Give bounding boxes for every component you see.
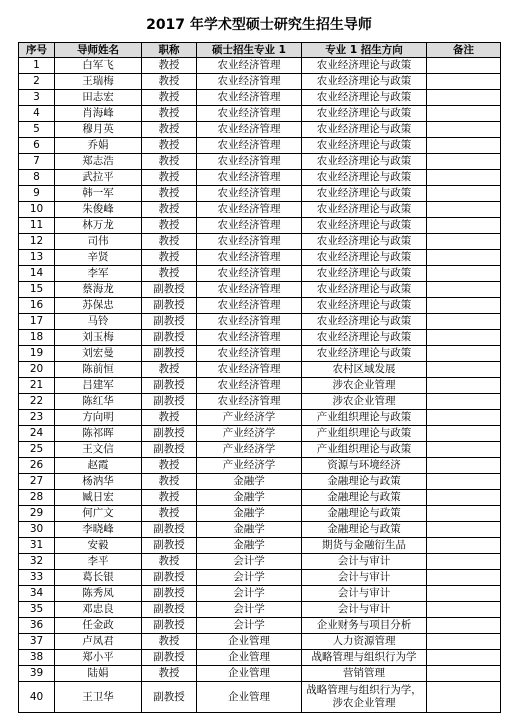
cell-major: 会计学 xyxy=(197,570,302,586)
cell-major: 农业经济管理 xyxy=(197,138,302,154)
cell-advisor-name: 杨汭华 xyxy=(55,474,142,490)
cell-index: 16 xyxy=(19,298,55,314)
table-row xyxy=(19,218,501,234)
table-row xyxy=(19,186,501,202)
table-row xyxy=(19,554,501,570)
cell-direction: 农业经济理论与政策 xyxy=(302,266,427,282)
table-row xyxy=(19,266,501,282)
cell-title: 教授 xyxy=(142,506,197,522)
cell-index: 36 xyxy=(19,618,55,634)
cell-direction: 产业组织理论与政策 xyxy=(302,410,427,426)
header-direction: 专业 1 招生方向 xyxy=(302,43,427,58)
cell-major: 金融学 xyxy=(197,522,302,538)
cell-direction: 农业经济理论与政策 xyxy=(302,314,427,330)
cell-advisor-name: 武拉平 xyxy=(55,170,142,186)
table-row xyxy=(19,394,501,410)
cell-advisor-name: 司伟 xyxy=(55,234,142,250)
cell-direction: 农村区域发展 xyxy=(302,362,427,378)
cell-advisor-name: 肖海峰 xyxy=(55,106,142,122)
cell-advisor-name: 辛贤 xyxy=(55,250,142,266)
cell-advisor-name: 陈秀凤 xyxy=(55,586,142,602)
cell-remarks xyxy=(427,186,501,202)
cell-direction: 金融理论与政策 xyxy=(302,522,427,538)
cell-major: 产业经济学 xyxy=(197,458,302,474)
cell-direction: 会计与审计 xyxy=(302,554,427,570)
cell-direction: 战略管理与组织行为学 xyxy=(302,650,427,666)
cell-remarks xyxy=(427,266,501,282)
cell-major: 农业经济管理 xyxy=(197,170,302,186)
cell-title: 副教授 xyxy=(142,538,197,554)
cell-title: 教授 xyxy=(142,666,197,682)
table-row xyxy=(19,122,501,138)
cell-title: 副教授 xyxy=(142,570,197,586)
cell-title: 教授 xyxy=(142,202,197,218)
cell-advisor-name: 田志宏 xyxy=(55,90,142,106)
cell-advisor-name: 朱俊峰 xyxy=(55,202,142,218)
cell-index: 26 xyxy=(19,458,55,474)
cell-remarks xyxy=(427,634,501,650)
cell-index: 10 xyxy=(19,202,55,218)
cell-remarks xyxy=(427,650,501,666)
table-row xyxy=(19,410,501,426)
cell-major: 农业经济管理 xyxy=(197,362,302,378)
cell-advisor-name: 任金政 xyxy=(55,618,142,634)
cell-major: 产业经济学 xyxy=(197,426,302,442)
table-row xyxy=(19,458,501,474)
cell-direction: 金融理论与政策 xyxy=(302,490,427,506)
cell-advisor-name: 苏保忠 xyxy=(55,298,142,314)
cell-title: 教授 xyxy=(142,170,197,186)
cell-major: 农业经济管理 xyxy=(197,298,302,314)
cell-major: 企业管理 xyxy=(197,634,302,650)
table-row xyxy=(19,378,501,394)
cell-title: 副教授 xyxy=(142,330,197,346)
table-row xyxy=(19,666,501,682)
cell-advisor-name: 邓忠良 xyxy=(55,602,142,618)
cell-remarks xyxy=(427,394,501,410)
cell-advisor-name: 何广文 xyxy=(55,506,142,522)
cell-direction: 资源与环境经济 xyxy=(302,458,427,474)
cell-index: 7 xyxy=(19,154,55,170)
cell-major: 农业经济管理 xyxy=(197,202,302,218)
cell-remarks xyxy=(427,170,501,186)
table-row xyxy=(19,170,501,186)
cell-index: 28 xyxy=(19,490,55,506)
cell-index: 18 xyxy=(19,330,55,346)
cell-direction: 金融理论与政策 xyxy=(302,474,427,490)
cell-title: 副教授 xyxy=(142,682,197,713)
cell-title: 副教授 xyxy=(142,442,197,458)
cell-title: 副教授 xyxy=(142,522,197,538)
cell-remarks xyxy=(427,122,501,138)
cell-index: 38 xyxy=(19,650,55,666)
table-row xyxy=(19,106,501,122)
cell-direction: 农业经济理论与政策 xyxy=(302,298,427,314)
cell-major: 企业管理 xyxy=(197,650,302,666)
cell-remarks xyxy=(427,74,501,90)
cell-major: 农业经济管理 xyxy=(197,58,302,74)
cell-major: 农业经济管理 xyxy=(197,314,302,330)
table-row xyxy=(19,58,501,74)
cell-advisor-name: 王瑞梅 xyxy=(55,74,142,90)
table-row xyxy=(19,538,501,554)
table-row xyxy=(19,250,501,266)
table-row xyxy=(19,362,501,378)
cell-index: 17 xyxy=(19,314,55,330)
cell-advisor-name: 马铃 xyxy=(55,314,142,330)
cell-advisor-name: 乔娟 xyxy=(55,138,142,154)
cell-remarks xyxy=(427,474,501,490)
cell-index: 34 xyxy=(19,586,55,602)
cell-title: 教授 xyxy=(142,154,197,170)
table-header-row xyxy=(19,43,501,58)
cell-direction: 农业经济理论与政策 xyxy=(302,282,427,298)
cell-title: 教授 xyxy=(142,234,197,250)
cell-direction: 农业经济理论与政策 xyxy=(302,218,427,234)
cell-index: 14 xyxy=(19,266,55,282)
cell-title: 副教授 xyxy=(142,346,197,362)
cell-remarks xyxy=(427,154,501,170)
cell-major: 农业经济管理 xyxy=(197,250,302,266)
table-row xyxy=(19,490,501,506)
cell-index: 33 xyxy=(19,570,55,586)
cell-index: 22 xyxy=(19,394,55,410)
cell-title: 副教授 xyxy=(142,298,197,314)
cell-title: 教授 xyxy=(142,186,197,202)
cell-major: 农业经济管理 xyxy=(197,154,302,170)
cell-index: 24 xyxy=(19,426,55,442)
table-row xyxy=(19,138,501,154)
cell-index: 25 xyxy=(19,442,55,458)
cell-index: 6 xyxy=(19,138,55,154)
cell-advisor-name: 白军飞 xyxy=(55,58,142,74)
table-row xyxy=(19,442,501,458)
cell-index: 9 xyxy=(19,186,55,202)
cell-title: 教授 xyxy=(142,122,197,138)
cell-remarks xyxy=(427,506,501,522)
cell-remarks xyxy=(427,138,501,154)
cell-direction: 企业财务与项目分析 xyxy=(302,618,427,634)
cell-direction: 农业经济理论与政策 xyxy=(302,154,427,170)
table-row xyxy=(19,330,501,346)
cell-index: 12 xyxy=(19,234,55,250)
cell-remarks xyxy=(427,586,501,602)
table-row xyxy=(19,346,501,362)
cell-direction: 农业经济理论与政策 xyxy=(302,170,427,186)
cell-advisor-name: 郑志浩 xyxy=(55,154,142,170)
cell-advisor-name: 安毅 xyxy=(55,538,142,554)
cell-advisor-name: 臧日宏 xyxy=(55,490,142,506)
cell-advisor-name: 刘玉梅 xyxy=(55,330,142,346)
table-row xyxy=(19,202,501,218)
cell-remarks xyxy=(427,202,501,218)
cell-index: 39 xyxy=(19,666,55,682)
cell-remarks xyxy=(427,458,501,474)
cell-remarks xyxy=(427,346,501,362)
cell-major: 产业经济学 xyxy=(197,410,302,426)
cell-direction: 农业经济理论与政策 xyxy=(302,74,427,90)
cell-remarks xyxy=(427,298,501,314)
cell-major: 会计学 xyxy=(197,602,302,618)
cell-index: 1 xyxy=(19,58,55,74)
cell-title: 教授 xyxy=(142,106,197,122)
cell-title: 副教授 xyxy=(142,586,197,602)
cell-title: 教授 xyxy=(142,490,197,506)
cell-direction: 人力资源管理 xyxy=(302,634,427,650)
cell-title: 教授 xyxy=(142,266,197,282)
cell-title: 教授 xyxy=(142,458,197,474)
cell-major: 会计学 xyxy=(197,586,302,602)
cell-advisor-name: 王文信 xyxy=(55,442,142,458)
cell-direction: 营销管理 xyxy=(302,666,427,682)
cell-advisor-name: 郑小平 xyxy=(55,650,142,666)
cell-advisor-name: 韩一军 xyxy=(55,186,142,202)
cell-remarks xyxy=(427,682,501,713)
cell-direction: 金融理论与政策 xyxy=(302,506,427,522)
cell-remarks xyxy=(427,410,501,426)
cell-direction: 会计与审计 xyxy=(302,586,427,602)
cell-direction: 农业经济理论与政策 xyxy=(302,90,427,106)
table-row xyxy=(19,650,501,666)
cell-direction: 农业经济理论与政策 xyxy=(302,330,427,346)
cell-major: 会计学 xyxy=(197,554,302,570)
table-row xyxy=(19,74,501,90)
table-row xyxy=(19,618,501,634)
table-row xyxy=(19,634,501,650)
advisor-table xyxy=(18,42,501,713)
cell-direction: 期货与金融衍生品 xyxy=(302,538,427,554)
cell-advisor-name: 林万龙 xyxy=(55,218,142,234)
cell-index: 3 xyxy=(19,90,55,106)
cell-index: 29 xyxy=(19,506,55,522)
cell-title: 副教授 xyxy=(142,618,197,634)
cell-title: 副教授 xyxy=(142,282,197,298)
cell-remarks xyxy=(427,58,501,74)
cell-major: 企业管理 xyxy=(197,666,302,682)
cell-advisor-name: 李军 xyxy=(55,266,142,282)
header-remarks: 备注 xyxy=(427,43,501,58)
cell-advisor-name: 吕建军 xyxy=(55,378,142,394)
table-row xyxy=(19,426,501,442)
cell-major: 农业经济管理 xyxy=(197,282,302,298)
cell-title: 教授 xyxy=(142,634,197,650)
cell-index: 31 xyxy=(19,538,55,554)
cell-advisor-name: 陈前恒 xyxy=(55,362,142,378)
cell-index: 40 xyxy=(19,682,55,713)
cell-major: 农业经济管理 xyxy=(197,234,302,250)
header-major: 硕士招生专业 1 xyxy=(197,43,302,58)
cell-remarks xyxy=(427,618,501,634)
cell-remarks xyxy=(427,378,501,394)
cell-remarks xyxy=(427,330,501,346)
table-row xyxy=(19,586,501,602)
cell-title: 教授 xyxy=(142,138,197,154)
header-index: 序号 xyxy=(19,43,55,58)
cell-remarks xyxy=(427,538,501,554)
cell-major: 农业经济管理 xyxy=(197,186,302,202)
cell-remarks xyxy=(427,666,501,682)
cell-direction: 农业经济理论与政策 xyxy=(302,186,427,202)
cell-remarks xyxy=(427,602,501,618)
cell-major: 农业经济管理 xyxy=(197,122,302,138)
cell-index: 32 xyxy=(19,554,55,570)
cell-direction: 农业经济理论与政策 xyxy=(302,250,427,266)
table-row xyxy=(19,570,501,586)
table-row xyxy=(19,90,501,106)
cell-advisor-name: 李平 xyxy=(55,554,142,570)
cell-major: 农业经济管理 xyxy=(197,266,302,282)
cell-direction: 农业经济理论与政策 xyxy=(302,138,427,154)
cell-title: 教授 xyxy=(142,90,197,106)
cell-title: 教授 xyxy=(142,58,197,74)
cell-index: 37 xyxy=(19,634,55,650)
cell-remarks xyxy=(427,442,501,458)
cell-advisor-name: 赵霞 xyxy=(55,458,142,474)
cell-index: 8 xyxy=(19,170,55,186)
table-row xyxy=(19,474,501,490)
table-row xyxy=(19,298,501,314)
cell-title: 教授 xyxy=(142,474,197,490)
cell-major: 金融学 xyxy=(197,474,302,490)
table-row xyxy=(19,522,501,538)
cell-advisor-name: 穆月英 xyxy=(55,122,142,138)
cell-index: 35 xyxy=(19,602,55,618)
cell-title: 副教授 xyxy=(142,650,197,666)
cell-advisor-name: 卢凤君 xyxy=(55,634,142,650)
cell-major: 农业经济管理 xyxy=(197,74,302,90)
table-row xyxy=(19,602,501,618)
cell-remarks xyxy=(427,490,501,506)
cell-direction: 会计与审计 xyxy=(302,602,427,618)
cell-remarks xyxy=(427,218,501,234)
cell-title: 副教授 xyxy=(142,378,197,394)
cell-major: 金融学 xyxy=(197,490,302,506)
cell-remarks xyxy=(427,250,501,266)
cell-title: 副教授 xyxy=(142,314,197,330)
cell-title: 副教授 xyxy=(142,426,197,442)
cell-title: 副教授 xyxy=(142,394,197,410)
cell-direction: 产业组织理论与政策 xyxy=(302,426,427,442)
cell-advisor-name: 刘宏曼 xyxy=(55,346,142,362)
header-title: 职称 xyxy=(142,43,197,58)
cell-advisor-name: 陈祁晖 xyxy=(55,426,142,442)
cell-direction: 农业经济理论与政策 xyxy=(302,58,427,74)
cell-direction: 产业组织理论与政策 xyxy=(302,442,427,458)
cell-advisor-name: 陈红华 xyxy=(55,394,142,410)
cell-major: 农业经济管理 xyxy=(197,330,302,346)
cell-major: 农业经济管理 xyxy=(197,106,302,122)
cell-direction: 农业经济理论与政策 xyxy=(302,122,427,138)
cell-index: 19 xyxy=(19,346,55,362)
cell-index: 13 xyxy=(19,250,55,266)
cell-major: 农业经济管理 xyxy=(197,90,302,106)
cell-advisor-name: 蔡海龙 xyxy=(55,282,142,298)
cell-major: 农业经济管理 xyxy=(197,218,302,234)
table-row xyxy=(19,234,501,250)
document-title: 2017 年学术型硕士研究生招生导师 xyxy=(146,17,372,33)
cell-direction: 会计与审计 xyxy=(302,570,427,586)
cell-advisor-name: 陆娟 xyxy=(55,666,142,682)
cell-index: 27 xyxy=(19,474,55,490)
cell-title: 教授 xyxy=(142,410,197,426)
table-row xyxy=(19,154,501,170)
cell-advisor-name: 王卫华 xyxy=(55,682,142,713)
cell-remarks xyxy=(427,362,501,378)
cell-title: 教授 xyxy=(142,554,197,570)
cell-remarks xyxy=(427,570,501,586)
cell-remarks xyxy=(427,282,501,298)
cell-major: 农业经济管理 xyxy=(197,394,302,410)
cell-index: 20 xyxy=(19,362,55,378)
cell-index: 5 xyxy=(19,122,55,138)
cell-remarks xyxy=(427,426,501,442)
cell-index: 15 xyxy=(19,282,55,298)
cell-index: 2 xyxy=(19,74,55,90)
cell-index: 21 xyxy=(19,378,55,394)
cell-remarks xyxy=(427,314,501,330)
cell-major: 企业管理 xyxy=(197,682,302,713)
cell-direction: 涉农企业管理 xyxy=(302,378,427,394)
table-row xyxy=(19,682,501,713)
cell-advisor-name: 李晓峰 xyxy=(55,522,142,538)
table-row xyxy=(19,506,501,522)
cell-remarks xyxy=(427,554,501,570)
cell-title: 教授 xyxy=(142,218,197,234)
cell-major: 农业经济管理 xyxy=(197,378,302,394)
cell-direction: 农业经济理论与政策 xyxy=(302,234,427,250)
cell-title: 教授 xyxy=(142,74,197,90)
cell-index: 30 xyxy=(19,522,55,538)
cell-major: 会计学 xyxy=(197,618,302,634)
cell-remarks xyxy=(427,234,501,250)
cell-advisor-name: 方向明 xyxy=(55,410,142,426)
cell-title: 教授 xyxy=(142,362,197,378)
cell-direction: 战略管理与组织行为学，涉农企业管理 xyxy=(302,682,427,713)
cell-title: 副教授 xyxy=(142,602,197,618)
table-body xyxy=(19,58,501,713)
cell-remarks xyxy=(427,90,501,106)
cell-index: 23 xyxy=(19,410,55,426)
cell-index: 11 xyxy=(19,218,55,234)
cell-major: 金融学 xyxy=(197,538,302,554)
cell-direction: 农业经济理论与政策 xyxy=(302,106,427,122)
cell-major: 产业经济学 xyxy=(197,442,302,458)
cell-direction: 农业经济理论与政策 xyxy=(302,346,427,362)
table-row xyxy=(19,314,501,330)
cell-remarks xyxy=(427,106,501,122)
cell-direction: 涉农企业管理 xyxy=(302,394,427,410)
cell-index: 4 xyxy=(19,106,55,122)
table-row xyxy=(19,282,501,298)
cell-title: 教授 xyxy=(142,250,197,266)
cell-advisor-name: 葛长银 xyxy=(55,570,142,586)
cell-direction: 农业经济理论与政策 xyxy=(302,202,427,218)
cell-remarks xyxy=(427,522,501,538)
cell-major: 农业经济管理 xyxy=(197,346,302,362)
header-advisor-name: 导师姓名 xyxy=(55,43,142,58)
cell-major: 金融学 xyxy=(197,506,302,522)
